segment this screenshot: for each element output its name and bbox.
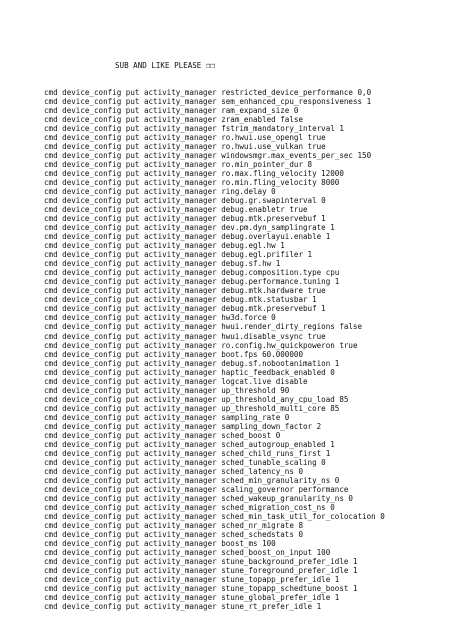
command-line: cmd device_config put activity_manager sched_min_task_util_for_colocation 0 [44, 511, 385, 521]
command-line: cmd device_config put activity_manager stune_foreground_prefer_idle 1 [44, 565, 358, 575]
command-line: cmd device_config put activity_manager sem_enhanced_cpu_responsiveness 1 [44, 97, 372, 107]
command-line: cmd device_config put activity_manager scaling_governor performance [44, 484, 349, 494]
command-line: cmd device_config put activity_manager ro.min.fling_velocity 8000 [44, 178, 340, 188]
command-line: cmd device_config put activity_manager sampling_down_factor 2 [44, 421, 322, 431]
command-line: cmd device_config put activity_manager sched_boost 0 [44, 430, 281, 440]
command-line: cmd device_config put activity_manager stune_rt_prefer_idle 1 [44, 601, 322, 611]
command-line: cmd device_config put activity_manager debug.mtk.preservebuf 1 [44, 214, 326, 224]
command-line: cmd device_config put activity_manager stune_global_prefer_idle 1 [44, 592, 340, 602]
document-title: SUB AND LIKE PLEASE ❐❐ [115, 61, 215, 71]
command-line: cmd device_config put activity_manager up_threshold_multi_core 85 [44, 403, 340, 413]
command-line: cmd device_config put activity_manager sched_nr_migrate 8 [44, 520, 303, 530]
command-line: cmd device_config put activity_manager hwui.render_dirty_regions false [44, 322, 363, 332]
command-line: cmd device_config put activity_manager up_threshold 90 [44, 385, 290, 395]
command-line: cmd device_config put activity_manager zram_enabled false [44, 115, 303, 125]
command-line: cmd device_config put activity_manager sched_child_runs_first 1 [44, 448, 331, 458]
command-line: cmd device_config put activity_manager sched_tunable_scaling 0 [44, 457, 326, 467]
command-line: cmd device_config put activity_manager windowsmgr.max_events_per_sec 150 [44, 151, 372, 161]
command-line: cmd device_config put activity_manager sched_min_granularity_ns 0 [44, 475, 340, 485]
command-line: cmd device_config put activity_manager haptic_feedback_enabled 0 [44, 367, 335, 377]
command-line: cmd device_config put activity_manager boost_ms 100 [44, 538, 276, 548]
command-line: cmd device_config put activity_manager debug.mtk.preservebuf 1 [44, 304, 326, 314]
command-line: cmd device_config put activity_manager debug.enabletr true [44, 205, 308, 215]
command-line: cmd device_config put activity_manager ram_expand_size 0 [44, 106, 299, 116]
command-line: cmd device_config put activity_manager debug.overlayui.enable 1 [44, 232, 331, 242]
command-line: cmd device_config put activity_manager sched_wakeup_granularity_ns 0 [44, 493, 353, 503]
command-line: cmd device_config put activity_manager debug.egl.hw 1 [44, 241, 285, 251]
command-line: cmd device_config put activity_manager sched_boost_on_input 100 [44, 547, 331, 557]
command-list [44, 88, 385, 611]
command-line: cmd device_config put activity_manager ro.hwui.use_vulkan true [44, 142, 326, 152]
command-line: cmd device_config put activity_manager hw3d.force 0 [44, 313, 276, 323]
command-line: cmd device_config put activity_manager sampling_rate 0 [44, 412, 290, 422]
command-line: cmd device_config put activity_manager restricted_device_performance 0,0 [44, 88, 372, 98]
command-line: cmd device_config put activity_manager debug.mtk.hardware true [44, 286, 326, 296]
command-line: cmd device_config put activity_manager logcat.live disable [44, 376, 308, 386]
command-line: cmd device_config put activity_manager dev.pm.dyn_samplingrate 1 [44, 223, 335, 233]
command-line: cmd device_config put activity_manager stune_background_prefer_idle 1 [44, 556, 358, 566]
command-line: cmd device_config put activity_manager stune_topapp_schedtune_boost 1 [44, 583, 358, 593]
command-line: cmd device_config put activity_manager ro.max.fling_velocity 12000 [44, 169, 344, 179]
command-line: cmd device_config put activity_manager debug.mtk.statusbar 1 [44, 295, 317, 305]
command-line: cmd device_config put activity_manager ro.min_pointer_dur 8 [44, 160, 313, 170]
command-line: cmd device_config put activity_manager sched_schedstats 0 [44, 529, 303, 539]
command-line: cmd device_config put activity_manager debug.gr.swapinterval 0 [44, 196, 326, 206]
document-body [44, 43, 385, 629]
command-line: cmd device_config put activity_manager sched_migration_cost_ns 0 [44, 502, 335, 512]
command-line: cmd device_config put activity_manager debug.egl.prifiler 1 [44, 250, 313, 260]
command-line: cmd device_config put activity_manager fstrim_mandatory_interval 1 [44, 124, 344, 134]
command-line: cmd device_config put activity_manager debug.composition.type cpu [44, 268, 340, 278]
command-line: cmd device_config put activity_manager sched_latency_ns 0 [44, 466, 303, 476]
command-line: cmd device_config put activity_manager hwui.disable_vsync true [44, 331, 326, 341]
command-line: cmd device_config put activity_manager sched_autogroup_enabled 1 [44, 439, 335, 449]
command-line: cmd device_config put activity_manager stune_topapp_prefer_idle 1 [44, 574, 340, 584]
command-line: cmd device_config put activity_manager debug.sf.hw 1 [44, 259, 281, 269]
command-line: cmd device_config put activity_manager ro.config.hw_quickpoweron true [44, 340, 358, 350]
command-line: cmd device_config put activity_manager debug.sf.nobootanimation 1 [44, 358, 340, 368]
command-line: cmd device_config put activity_manager boot.fps 60.000000 [44, 349, 303, 359]
command-line: cmd device_config put activity_manager ro.hwui.use_opengl true [44, 133, 326, 143]
command-line: cmd device_config put activity_manager debug.performance.tuning 1 [44, 277, 340, 287]
command-line: cmd device_config put activity_manager ring.delay 0 [44, 187, 276, 197]
command-line: cmd device_config put activity_manager up_threshold_any_cpu_load 85 [44, 394, 349, 404]
